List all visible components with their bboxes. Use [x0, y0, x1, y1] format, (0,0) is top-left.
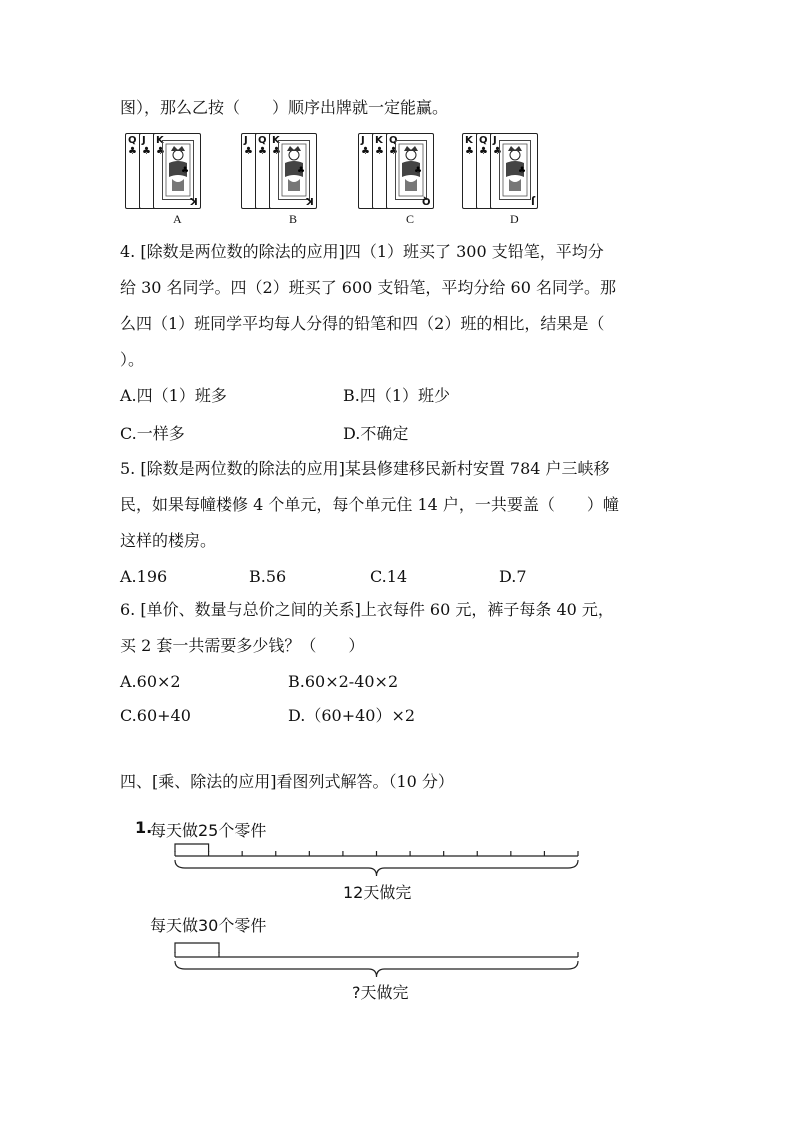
- card-option-label[interactable]: B: [289, 212, 298, 226]
- club-icon: ♣: [465, 146, 474, 157]
- q5-option-a[interactable]: A.196: [120, 567, 168, 586]
- q6-option-c[interactable]: C.60+40: [120, 706, 191, 725]
- club-icon: ♣: [361, 146, 370, 157]
- club-icon: ♣: [272, 146, 281, 157]
- q5-line-3: 这样的楼房。: [120, 531, 217, 550]
- svg-text:♣: ♣: [297, 166, 306, 176]
- card-option-label[interactable]: D: [510, 212, 519, 226]
- q6-option-a[interactable]: A.60×2: [120, 672, 181, 691]
- q6-line-2: 买 2 套一共需要多少钱？（ ）: [120, 636, 365, 655]
- top-total-label: 12天做完: [343, 883, 412, 902]
- item-1-number: 1.: [135, 818, 153, 837]
- svg-text:♣: ♣: [181, 166, 190, 176]
- card-rank: J: [493, 135, 497, 146]
- card-rank: J: [361, 135, 365, 146]
- intro-line: 图），那么乙按（ ）顺序出牌就一定能赢。: [120, 98, 449, 117]
- card-rank: Q: [479, 135, 488, 146]
- card-rank: K: [272, 135, 280, 146]
- bottom-label: 每天做30个零件: [150, 916, 267, 935]
- card-face-portrait: [162, 140, 194, 200]
- q5-option-c[interactable]: C.14: [370, 567, 408, 586]
- svg-text:♣: ♣: [518, 166, 527, 176]
- top-first-part-bracket: [175, 844, 209, 852]
- club-icon: ♣: [389, 146, 398, 157]
- playing-card: [490, 133, 538, 209]
- bottom-total-label: ?天做完: [352, 983, 409, 1002]
- q4-line-2: 给 30 名同学。四（2）班买了 600 支铅笔，平均分给 60 名同学。那: [120, 278, 616, 297]
- top-total-brace: [175, 860, 578, 876]
- q6-line-1: 6. [单价、数量与总价之间的关系]上衣每件 60 元，裤子每条 40 元，: [120, 600, 614, 619]
- card-rank: K: [156, 135, 164, 146]
- q4-option-c[interactable]: C.一样多: [120, 424, 185, 443]
- club-icon: ♣: [156, 146, 165, 157]
- card-rank: J: [244, 135, 248, 146]
- card-face-portrait: [278, 140, 310, 200]
- playing-card: [386, 133, 434, 209]
- q6-option-b[interactable]: B.60×2-40×2: [288, 672, 399, 691]
- section-4-heading: 四、[乘、除法的应用]看图列式解答。（10 分）: [120, 772, 454, 791]
- q4-line-3: 么四（1）班同学平均每人分得的铅笔和四（2）班的相比，结果是（: [120, 314, 605, 333]
- q5-line-2: 民，如果每幢楼修 4 个单元，每个单元住 14 户，一共要盖（ ）幢: [120, 495, 619, 514]
- card-rank-bottom: K: [306, 195, 314, 206]
- club-icon: ♣: [128, 146, 137, 157]
- club-icon: ♣: [142, 146, 151, 157]
- svg-text:♣: ♣: [414, 166, 423, 176]
- q5-line-1: 5. [除数是两位数的除法的应用]某县修建移民新村安置 784 户三峡移: [120, 459, 610, 478]
- card-option-label[interactable]: C: [406, 212, 415, 226]
- q4-option-a[interactable]: A.四（1）班多: [120, 386, 227, 405]
- card-rank: Q: [128, 135, 137, 146]
- bottom-first-part-bracket: [175, 943, 219, 953]
- card-rank: J: [142, 135, 146, 146]
- q4-option-d[interactable]: D.不确定: [343, 424, 409, 443]
- q6-option-d[interactable]: D.（60+40）×2: [288, 706, 416, 725]
- q4-line-4: ）。: [120, 350, 145, 369]
- club-icon: ♣: [244, 146, 253, 157]
- club-icon: ♣: [375, 146, 384, 157]
- card-option-label[interactable]: A: [173, 212, 182, 226]
- q5-option-d[interactable]: D.7: [499, 567, 527, 586]
- card-rank: Q: [258, 135, 267, 146]
- club-icon: ♣: [258, 146, 267, 157]
- card-rank: K: [375, 135, 383, 146]
- top-label: 每天做25个零件: [150, 821, 267, 840]
- card-rank-bottom: J: [531, 195, 535, 206]
- card-rank: K: [465, 135, 473, 146]
- playing-card: [153, 133, 201, 209]
- club-icon: ♣: [479, 146, 488, 157]
- club-icon: ♣: [493, 146, 502, 157]
- card-rank: Q: [389, 135, 398, 146]
- bottom-total-brace: [175, 961, 578, 977]
- card-rank-bottom: Q: [422, 195, 431, 206]
- card-face-portrait: [499, 140, 531, 200]
- q4-option-b[interactable]: B.四（1）班少: [343, 386, 451, 405]
- card-rank-bottom: K: [190, 195, 198, 206]
- q4-line-1: 4. [除数是两位数的除法的应用]四（1）班买了 300 支铅笔，平均分: [120, 242, 604, 261]
- q5-option-b[interactable]: B.56: [249, 567, 287, 586]
- playing-card: [269, 133, 317, 209]
- card-face-portrait: [395, 140, 427, 200]
